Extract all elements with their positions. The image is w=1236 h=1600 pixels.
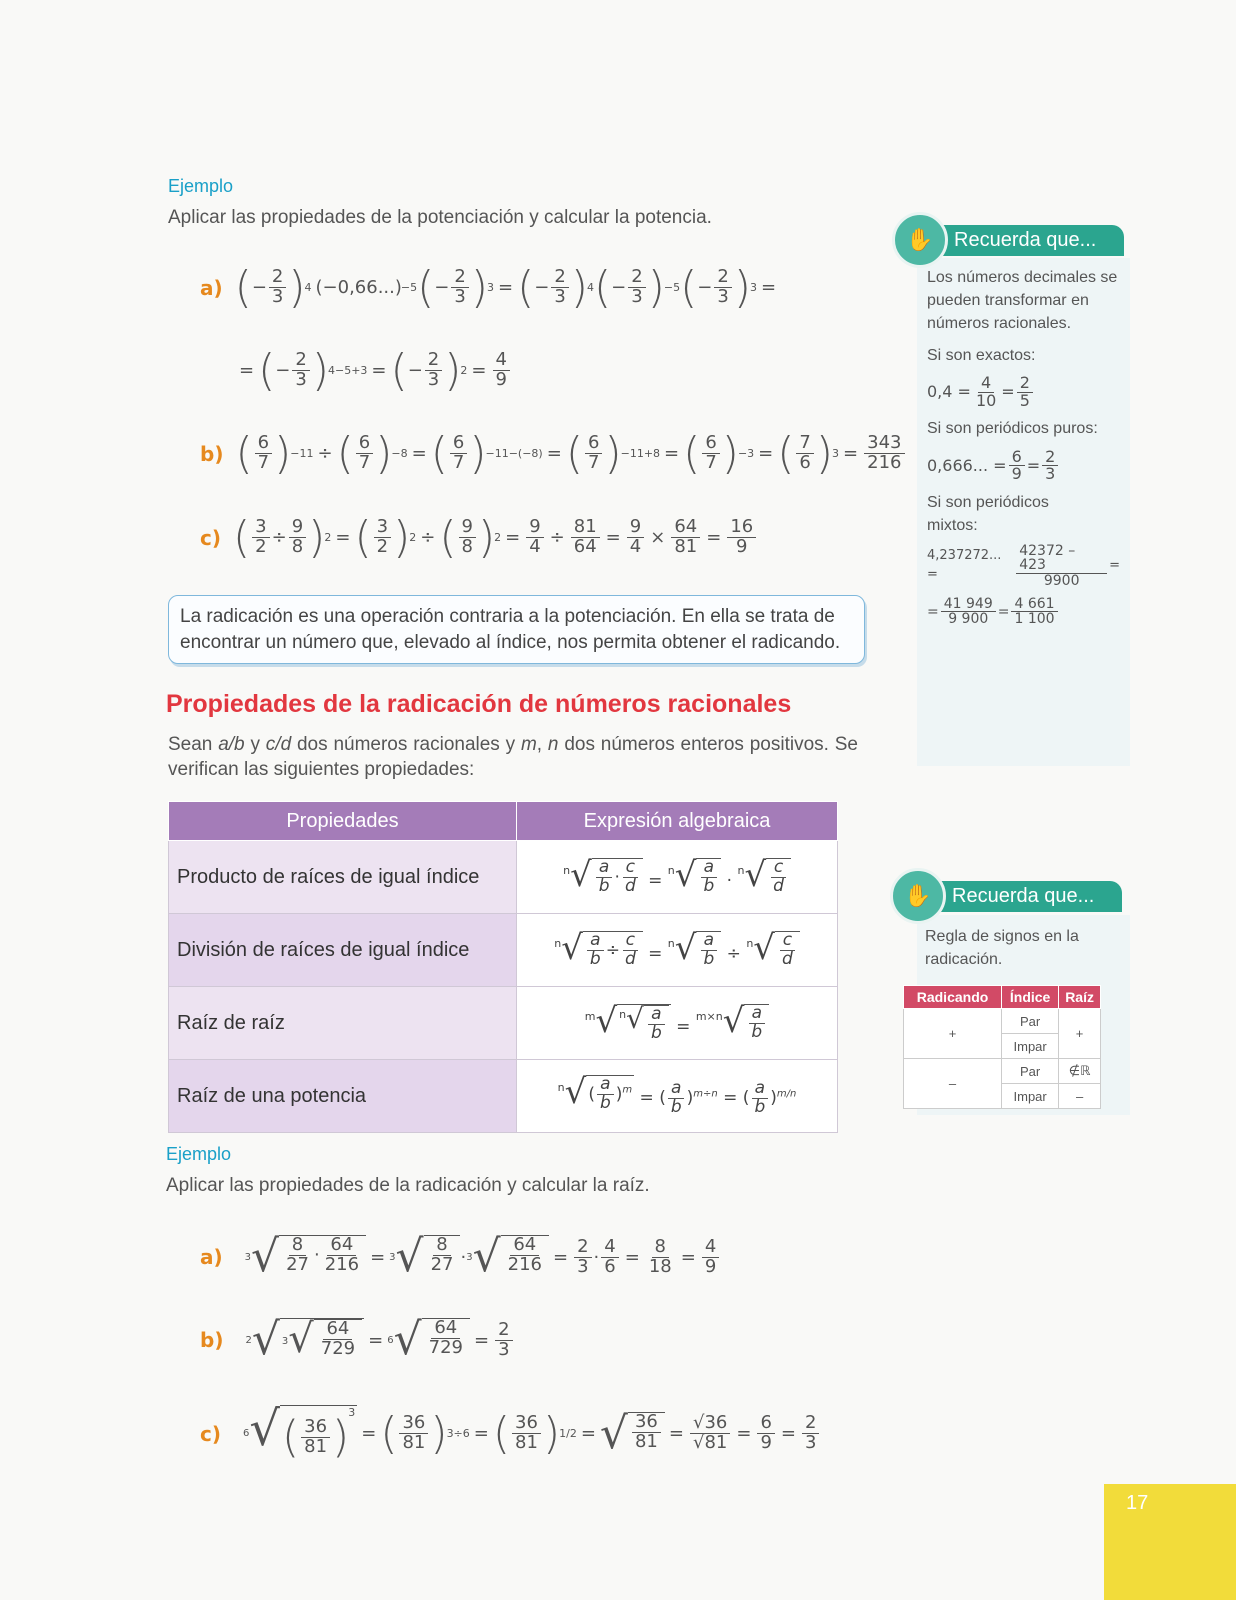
label-a: a) bbox=[200, 275, 223, 300]
example-intro: Aplicar las propiedades de la potenciación y calcular la potencia. bbox=[168, 207, 712, 228]
hand-icon: ✋ bbox=[890, 868, 946, 924]
recuerda-panel-2 bbox=[917, 915, 1130, 1115]
example2-a: a) 3 √ $\frac{8}{27}$ · $\frac{64}{216}$ = 3 √ $\frac{8}{27}$ · 3 √ $\frac{64}{216}$ = $\frac{2}{3}$ · $\frac{4}{6}$ = $\frac{8}{18}$ = $\frac{4}{9}$ bbox=[200, 1235, 721, 1279]
table-row: Impar bbox=[904, 1034, 1101, 1059]
table-header: Propiedades bbox=[169, 802, 517, 841]
signs-table: Radicando Índice Raíz + Par + Impar – Par ∉ℝ Impar – bbox=[903, 985, 1101, 1109]
example2-c: c) 6 √ ( $\frac{36}{81}$ )$^3$ = ( $\frac{36}{81}$ ) 3÷6 = ( $\frac{36}{81}$ ) 1/2 = √ $\frac{36}{81}$ = $\frac{√36}{√81}$ = $\frac{6}{9}$ = $\frac{2}{3}$ bbox=[200, 1405, 821, 1463]
section-title: Propiedades de la radicación de números racionales bbox=[166, 690, 792, 718]
label-c: c) bbox=[200, 525, 221, 550]
sidebar-text: Si son exactos: bbox=[927, 346, 1036, 364]
properties-table bbox=[168, 801, 838, 1133]
formula-root-of-root: $^m$ √ $^n$ √ $\frac{a}{b}$ = $^{m\times n}$ √ $\frac{a}{b}$ bbox=[517, 987, 838, 1060]
label-b: b) bbox=[200, 441, 224, 466]
example1-a-cont: = ( − $\frac{2}{3}$ ) 4−5+3 = ( − $\frac{2}{3}$ ) 2 = $\frac{4}{9}$ bbox=[235, 345, 512, 396]
definition-box: La radicación es una operación contraria a la potenciación. En ella se trata de encontrar un número que, elevado al índice, nos permita obtener el radicando. bbox=[168, 595, 865, 664]
hand-icon: ✋ bbox=[892, 212, 948, 268]
recuerda-title: Recuerda que... bbox=[934, 881, 1122, 912]
table-row: – Par ∉ℝ bbox=[904, 1059, 1101, 1084]
page-number-tab bbox=[1104, 1484, 1236, 1600]
sidebar-text: Los números decimales se pueden transformar en números racionales. bbox=[927, 269, 1118, 333]
example1-c: c) ( $\frac{3}{2}$ ÷ $\frac{9}{8}$ ) 2 = ( $\frac{3}{2}$ ) 2 ÷ ( $\frac{9}{8}$ ) 2 = $\frac{9}{4}$ ÷ $\frac{81}{64}$ = $\frac{9}{4}$ × $\frac{64}{81}$ = $\frac{16}{9}$ bbox=[200, 512, 758, 563]
exact-example: 0,4 = $\frac{4}{10}$ = $\frac{2}{5}$ bbox=[927, 375, 1120, 410]
example2-heading: Ejemplo bbox=[166, 1144, 232, 1164]
sidebar-text: Si son periódicos mixtos: bbox=[927, 494, 1049, 535]
mixed-example-result: = $\frac{41 949}{9 900}$ = $\frac{4 661}{1 100}$ bbox=[927, 597, 1120, 627]
example2-b: b) 2 √ $^3$ √ $\frac{64}{729}$ = 6 √ $\frac{64}{729}$ = $\frac{2}{3}$ bbox=[200, 1318, 515, 1362]
mixed-example: 4,237272... = $\frac{42372 - 423}{9900}$ = bbox=[927, 542, 1120, 589]
pure-example: 0,666... = $\frac{6}{9}$ = $\frac{2}{3}$ bbox=[927, 449, 1120, 484]
example2-intro: Aplicar las propiedades de la radicación y calcular la raíz. bbox=[166, 1175, 650, 1196]
table-row: + Par + bbox=[904, 1009, 1101, 1034]
example-heading: Ejemplo bbox=[168, 176, 234, 196]
formula-division: $^n$ √ $\frac{a}{b}$ ÷ $\frac{c}{d}$ = $^n$ √ $\frac{a}{b}$ ÷ $^n$ √ $\frac{c}{d}$ bbox=[517, 914, 838, 987]
example1-a: a) ( − $\frac{2}{3}$ ) 4 (−0,66...) −5 ( − $\frac{2}{3}$ ) 3 = ( − $\frac{2}{3}$ ) 4 ( − $\frac{2}{3}$ ) −5 ( − $\frac{2}{3}$ ) 3 = bbox=[200, 262, 777, 313]
label-a: a) bbox=[200, 1245, 223, 1269]
table-row: Raíz de raíz $^m$ √ $^n$ √ $\frac{a}{b}$ = $^{m\times n}$ √ $\frac{a}{b}$ bbox=[169, 987, 838, 1060]
sidebar-text: Si son periódicos puros: bbox=[927, 420, 1098, 438]
table-row: Impar – bbox=[904, 1084, 1101, 1109]
label-b: b) bbox=[200, 1328, 224, 1352]
table-header: Expresión algebraica bbox=[517, 802, 838, 841]
page-number: 17 bbox=[1126, 1492, 1149, 1514]
formula-product: $^n$ √ $\frac{a}{b}$ · $\frac{c}{d}$ = $^n$ √ $\frac{a}{b}$ · $^n$ √ $\frac{c}{d}$ bbox=[517, 841, 838, 914]
label-c: c) bbox=[200, 1421, 221, 1446]
section-intro: Sean a/b y c/d dos números racionales y m, n dos números enteros positivos. Se verifican las siguientes propiedades: bbox=[168, 734, 858, 780]
example1-b: b) ( $\frac{6}{7}$ ) −11 ÷ ( $\frac{6}{7}$ ) −8 = ( $\frac{6}{7}$ ) −11−(−8) = ( $\frac{6}{7}$ ) −11+8 = ( $\frac{6}{7}$ ) −3 = ( $\frac{7}{6}$ ) 3 = $\frac{343}{216}$ bbox=[200, 428, 907, 479]
recuerda-title: Recuerda que... bbox=[936, 225, 1124, 256]
table-row: División de raíces de igual índice $^n$ √ $\frac{a}{b}$ ÷ $\frac{c}{d}$ = $^n$ √ $\frac{a}{b}$ ÷ $^n$ √ $\frac{c}{d}$ bbox=[169, 914, 838, 987]
formula-root-of-power: $^n$ √ ( $\frac{a}{b}$ )$^m$ = ( $\frac{a}{b}$ )$^{m\div n}$ = ( $\frac{a}{b}$ )$^{m/n}$ bbox=[517, 1060, 838, 1133]
table-row: Raíz de una potencia $^n$ √ ( $\frac{a}{b}$ )$^m$ = ( $\frac{a}{b}$ )$^{m\div n}$ = ( $\frac{a}{b}$ )$^{m/n}$ bbox=[169, 1060, 838, 1133]
sidebar-text: Regla de signos en la radicación. bbox=[925, 928, 1079, 969]
recuerda-panel-1 bbox=[917, 258, 1130, 766]
table-row: Producto de raíces de igual índice $^n$ √ $\frac{a}{b}$ · $\frac{c}{d}$ = $^n$ √ $\frac{a}{b}$ · $^n$ √ $\frac{c}{d}$ bbox=[169, 841, 838, 914]
